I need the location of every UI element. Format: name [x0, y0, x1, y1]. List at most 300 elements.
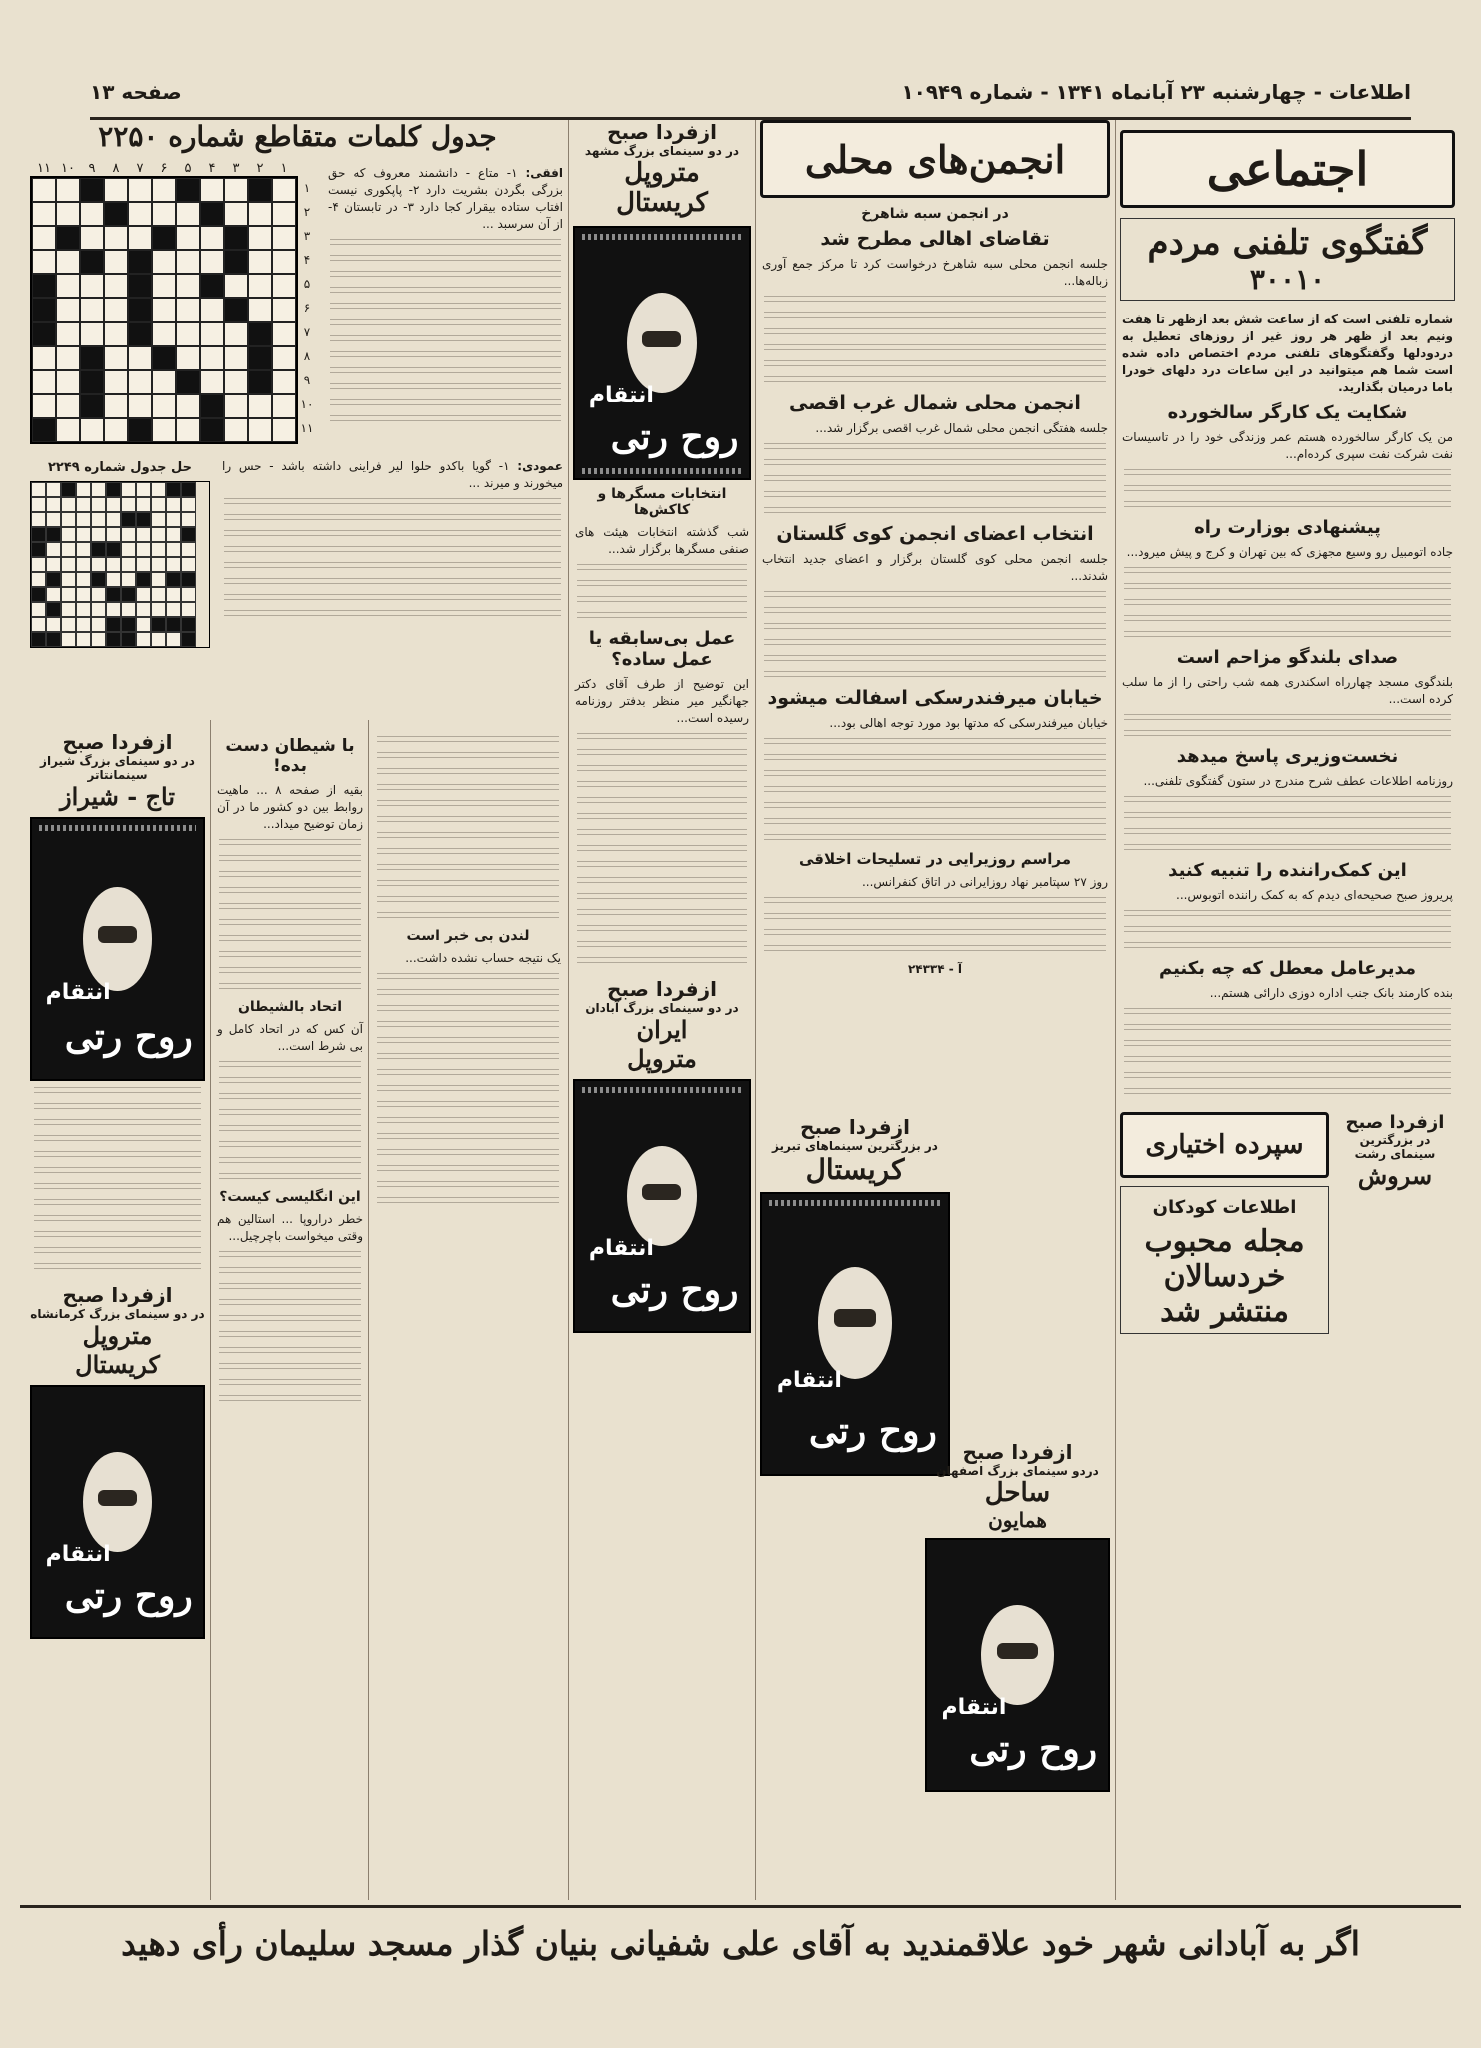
- solution-cell: [166, 557, 181, 572]
- grid-cell: [56, 346, 80, 370]
- grid-cell: [152, 226, 176, 250]
- grid-cell: [32, 274, 56, 298]
- solution-cell: [121, 632, 136, 647]
- phone-intro: شماره تلفنی است که از ساعت شش بعد ازظهر تا هفت ونیم بعد از ظهر هر روز غیر از روزهای تعطیل به دردودلها وگفتگوهای تلفنی مردم اختصاص داده شده است شما هم میتوانید در این ساعات درد دلهای خودرا باما درمیان بگذارید.: [1122, 312, 1453, 394]
- solution-cell: [91, 527, 106, 542]
- kids-line: خردسالان: [1163, 1259, 1286, 1294]
- issue-info: اطلاعات - چهارشنبه ۲۳ آبانماه ۱۳۴۱ - شماره ۱۰۹۴۹: [901, 80, 1411, 104]
- solution-cell: [76, 632, 91, 647]
- grid-cell: [32, 202, 56, 226]
- grid-cell: [224, 178, 248, 202]
- row-number: ۶: [303, 301, 311, 315]
- film-title: روح رتی: [610, 416, 739, 458]
- local-body: روز ۲۷ سپتامبر نهاد روزایرانی در اتاق کنفرانس...: [861, 875, 1108, 889]
- grid-cell: [80, 298, 104, 322]
- solution-cell: [106, 632, 121, 647]
- grid-cell: [200, 298, 224, 322]
- ad-morning: ازفردا صبح: [62, 730, 173, 754]
- footer-banner: اگر به آبادانی شهر خود علاقمندید به آقای علی شفیانی بنیان گذار مسجد سلیمان رأی دهید: [20, 1905, 1461, 1978]
- film-ad-image: [30, 817, 205, 1081]
- grid-cell: [128, 250, 152, 274]
- rasht-ad: [1335, 1112, 1455, 1412]
- solution-cell: [166, 632, 181, 647]
- kids-line: منتشر شد: [1160, 1294, 1289, 1329]
- column-rule: [368, 720, 369, 1900]
- page-number: صفحه ۱۳: [90, 80, 182, 104]
- ad-morning: ازفردا صبح: [1345, 1112, 1445, 1133]
- grid-cell: [176, 346, 200, 370]
- solution-cell: [61, 617, 76, 632]
- film-ad-image: [760, 1192, 950, 1476]
- solution-cell: [151, 617, 166, 632]
- solution-cell: [46, 512, 61, 527]
- article-heading: شکایت یک کارگر سالخورده: [1167, 402, 1408, 423]
- grid-cell: [32, 346, 56, 370]
- local-heading: تقاضای اهالی مطرح شد: [820, 228, 1050, 250]
- column-rule: [1115, 120, 1116, 1900]
- grid-cell: [104, 346, 128, 370]
- grid-cell: [152, 418, 176, 442]
- local-heading: عمل بی‌سابقه یا عمل ساده؟: [588, 628, 736, 670]
- grid-cell: [272, 202, 296, 226]
- solution-cell: [91, 482, 106, 497]
- solution-cell: [106, 617, 121, 632]
- solution-cell: [61, 602, 76, 617]
- ad-morning: ازفردا صبح: [607, 120, 717, 144]
- row-number: ۴: [303, 253, 311, 267]
- film-ad-image: [925, 1538, 1110, 1792]
- grid-cell: [248, 274, 272, 298]
- solution-cell: [121, 602, 136, 617]
- row-number: ۸: [303, 349, 311, 363]
- grid-cell: [152, 322, 176, 346]
- solution-cell: [181, 617, 196, 632]
- grid-cell: [272, 394, 296, 418]
- solution-block: [30, 454, 210, 648]
- ad-morning: ازفردا صبح: [962, 1440, 1073, 1464]
- ad-cinema: کریستال: [75, 1350, 160, 1379]
- local-body: شب گذشته انتخابات هیئت های صنفی مسگرها برگزار شد...: [575, 525, 749, 556]
- left-ads-column: [30, 730, 205, 1900]
- grid-cell: [128, 322, 152, 346]
- solution-cell: [181, 482, 196, 497]
- solution-cell: [106, 602, 121, 617]
- article-heading: با شیطان دست بده!: [225, 736, 355, 776]
- col-number: ۷: [136, 161, 144, 176]
- solution-cell: [106, 527, 121, 542]
- solution-cell: [151, 572, 166, 587]
- ad-cinema: کریستال: [805, 1153, 905, 1186]
- solution-cell: [121, 617, 136, 632]
- grid-cell: [104, 298, 128, 322]
- ad-morning: ازفردا صبح: [800, 1115, 910, 1139]
- film-title: روح رتی: [64, 1575, 193, 1617]
- grid-cell: [104, 418, 128, 442]
- solution-cell: [31, 497, 46, 512]
- grid-cell: [272, 226, 296, 250]
- solution-cell: [136, 557, 151, 572]
- solution-cell: [31, 512, 46, 527]
- article-column: [215, 730, 365, 1900]
- solution-cell: [166, 602, 181, 617]
- solution-cell: [61, 527, 76, 542]
- article-body: یک نتیجه حساب نشده داشت...: [405, 951, 561, 965]
- solution-cell: [181, 542, 196, 557]
- solution-cell: [46, 617, 61, 632]
- local-body: خیابان میرفندرسکی که مدتها بود مورد توجه اهالی بود...: [829, 716, 1108, 730]
- solution-cell: [61, 557, 76, 572]
- solution-cell: [91, 617, 106, 632]
- local-body: جلسه انجمن محلی کوی گلستان برگزار و اعضای جدید انتخاب شدند...: [762, 552, 1108, 583]
- social-masthead: اجتماعی: [1120, 130, 1455, 208]
- solution-cell: [91, 572, 106, 587]
- grid-cell: [152, 250, 176, 274]
- kids-line: مجله محبوب: [1144, 1224, 1305, 1259]
- solution-cell: [91, 512, 106, 527]
- ad-cinema: سروش: [1357, 1161, 1433, 1190]
- ad-cinema: تاج - شیراز: [59, 782, 175, 811]
- grid-cell: [272, 322, 296, 346]
- solution-cell: [46, 497, 61, 512]
- article-heading: لندن بی خبر است: [406, 928, 530, 944]
- grid-cell: [272, 178, 296, 202]
- solution-cell: [136, 617, 151, 632]
- local-heading: خیابان میرفندرسکی اسفالت میشود: [767, 687, 1103, 709]
- grid-cell: [152, 394, 176, 418]
- grid-cell: [272, 418, 296, 442]
- grid-cell: [56, 418, 80, 442]
- film-ad-image: [30, 1385, 205, 1639]
- column-rule: [755, 120, 756, 1900]
- solution-cell: [91, 587, 106, 602]
- article-heading: نخست‌وزیری پاسخ میدهد: [1176, 746, 1399, 767]
- film-title: انتقام: [45, 980, 111, 1006]
- solution-cell: [61, 572, 76, 587]
- solution-cell: [61, 587, 76, 602]
- row-number: ۷: [303, 325, 311, 339]
- solution-cell: [61, 497, 76, 512]
- grid-cell: [200, 370, 224, 394]
- solution-cell: [61, 512, 76, 527]
- article-body: روزنامه اطلاعات عطف شرح مندرج در ستون گفتگوی تلفنی...: [1143, 774, 1453, 788]
- solution-cell: [166, 512, 181, 527]
- grid-cell: [248, 298, 272, 322]
- grid-cell: [56, 274, 80, 298]
- grid-cell: [56, 322, 80, 346]
- grid-cell: [176, 418, 200, 442]
- solution-cell: [151, 497, 166, 512]
- solution-cell: [46, 542, 61, 557]
- solution-cell: [181, 602, 196, 617]
- grid-cell: [32, 250, 56, 274]
- local-body: این توضیح از طرف آقای دکتر جهانگیر میر منظر بدفتر روزنامه رسیده است...: [575, 677, 749, 725]
- grid-cell: [248, 418, 272, 442]
- col-number: ۲: [256, 161, 264, 176]
- grid-cell: [200, 322, 224, 346]
- grid-cell: [128, 298, 152, 322]
- solution-cell: [181, 587, 196, 602]
- row-number: ۱: [303, 181, 311, 195]
- film-title: روح رتی: [610, 1269, 739, 1311]
- grid-cell: [80, 178, 104, 202]
- grid-cell: [80, 418, 104, 442]
- tabriz-ad: [760, 1115, 950, 1476]
- article-column-2: [373, 730, 563, 1900]
- ad-place: در دو سینمای بزرگ آبادان: [585, 1001, 739, 1015]
- solution-cell: [136, 542, 151, 557]
- article-heading: مدیرعامل معطل که چه بکنیم: [1158, 958, 1417, 979]
- page-header: [90, 74, 1411, 110]
- grid-cell: [32, 394, 56, 418]
- crossword-title: جدول کلمات متقاطع شماره ۲۲۵۰: [98, 120, 497, 153]
- solution-cell: [136, 587, 151, 602]
- ad-cinema: ایران: [636, 1015, 688, 1044]
- crossword-section: [30, 120, 565, 720]
- solution-cell: [46, 557, 61, 572]
- ad-cinema: متروپل: [624, 158, 700, 188]
- grid-cell: [248, 178, 272, 202]
- grid-cell: [200, 250, 224, 274]
- local-body: جلسه انجمن محلی سبه شاهرخ درخواست کرد تا مرکز جمع آوری زباله‌ها...: [762, 257, 1108, 288]
- solution-cell: [151, 527, 166, 542]
- solution-cell: [76, 587, 91, 602]
- solution-cell: [151, 512, 166, 527]
- solution-cell: [106, 572, 121, 587]
- solution-cell: [181, 512, 196, 527]
- solution-cell: [181, 527, 196, 542]
- ad-morning: ازفردا صبح: [607, 977, 717, 1001]
- local-heading: در انجمن سبه شاهرخ: [861, 206, 1009, 222]
- row-number: ۳: [303, 229, 311, 243]
- solution-cell: [166, 587, 181, 602]
- col-number: ۹: [88, 161, 96, 176]
- grid-cell: [80, 250, 104, 274]
- solution-cell: [31, 632, 46, 647]
- solution-cell: [181, 497, 196, 512]
- grid-cell: [32, 370, 56, 394]
- column-numbers: [30, 161, 316, 176]
- clues-across-title: افقی:: [525, 166, 563, 180]
- article-body: آن کس که در اتحاد کامل و بی شرط است...: [217, 1022, 363, 1053]
- solution-cell: [136, 482, 151, 497]
- grid-cell: [224, 274, 248, 298]
- grid-cell: [152, 370, 176, 394]
- film-title: روح رتی: [64, 1016, 193, 1059]
- solution-cell: [136, 497, 151, 512]
- grid-cell: [32, 178, 56, 202]
- ad-cinema: همایون: [988, 1508, 1047, 1532]
- solution-cell: [136, 632, 151, 647]
- grid-cell: [248, 394, 272, 418]
- grid-cell: [80, 370, 104, 394]
- grid-cell: [224, 346, 248, 370]
- bottom-ads-right: [1120, 1112, 1455, 1412]
- article-heading: اتحاد بالشیطان: [237, 999, 343, 1015]
- grid-cell: [248, 202, 272, 226]
- article-body: خطر دراروپا ... استالین هم وقتی میخواست باچرچیل...: [217, 1212, 363, 1243]
- phone-talk-title: گفتگوی تلفنی مردم: [1147, 223, 1428, 263]
- grid-cell: [80, 394, 104, 418]
- grid-cell: [128, 274, 152, 298]
- col-number: ۶: [160, 161, 168, 176]
- grid-cell: [80, 202, 104, 226]
- phone-number: ۳۰۰۱۰: [1249, 263, 1326, 296]
- col-number: ۱۰: [61, 161, 75, 176]
- solution-cell: [181, 632, 196, 647]
- grid-cell: [248, 226, 272, 250]
- solution-cell: [46, 587, 61, 602]
- solution-cell: [31, 542, 46, 557]
- solution-cell: [166, 542, 181, 557]
- solution-cell: [106, 497, 121, 512]
- solution-cell: [106, 482, 121, 497]
- grid-cell: [248, 370, 272, 394]
- solution-cell: [31, 557, 46, 572]
- solution-cell: [76, 497, 91, 512]
- article-body: جاده اتومبیل رو وسیع مجهزی که بین تهران و کرج و پیش میرود...: [1126, 545, 1453, 559]
- solution-cell: [121, 497, 136, 512]
- row-number: ۱۰: [300, 397, 314, 411]
- solution-cell: [31, 617, 46, 632]
- solution-cell: [106, 557, 121, 572]
- col-number: ۸: [112, 161, 120, 176]
- solution-cell: [136, 572, 151, 587]
- solution-cell: [121, 482, 136, 497]
- clues-down-title: عمودی:: [517, 459, 563, 473]
- solution-cell: [31, 527, 46, 542]
- ad-place: در دو سینمای بزرگ شیراز: [40, 754, 195, 768]
- grid-cell: [272, 250, 296, 274]
- grid-cell: [32, 418, 56, 442]
- isfahan-ad: [925, 1440, 1110, 1792]
- row-numbers: [298, 176, 316, 444]
- grid-cell: [104, 226, 128, 250]
- ad-cinema: متروپل: [627, 1044, 697, 1073]
- crossword-grid: [30, 176, 298, 444]
- solution-cell: [121, 512, 136, 527]
- grid-cell: [248, 322, 272, 346]
- grid-cell: [104, 178, 128, 202]
- grid-cell: [56, 226, 80, 250]
- solution-cell: [91, 602, 106, 617]
- solution-cell: [121, 557, 136, 572]
- solution-cell: [181, 557, 196, 572]
- grid-cell: [128, 394, 152, 418]
- row-number: ۹: [303, 373, 311, 387]
- solution-cell: [121, 542, 136, 557]
- ad-cinema: سینمانتاتر: [87, 768, 148, 782]
- grid-cell: [104, 322, 128, 346]
- solution-cell: [61, 542, 76, 557]
- ad-cinema: کریستال: [616, 188, 708, 218]
- grid-cell: [176, 274, 200, 298]
- film-title: انتقام: [776, 1367, 842, 1393]
- grid-cell: [176, 394, 200, 418]
- grid-cell: [128, 178, 152, 202]
- grid-cell: [224, 226, 248, 250]
- solution-cell: [136, 602, 151, 617]
- solution-cell: [151, 632, 166, 647]
- article-body: پریروز صبح صحیحه‌ای دیدم که به کمک راننده اتوبوس...: [1176, 888, 1453, 902]
- grid-cell: [104, 202, 128, 226]
- grid-cell: [224, 250, 248, 274]
- grid-cell: [56, 370, 80, 394]
- crossword-clues: [326, 161, 565, 444]
- grid-cell: [128, 418, 152, 442]
- grid-cell: [32, 322, 56, 346]
- social-column: [1120, 120, 1455, 1900]
- solution-cell: [61, 482, 76, 497]
- article-body: بلندگوی مسجد چهارراه اسکندری همه شب راحتی را از ما سلب کرده است...: [1122, 675, 1453, 706]
- solution-cell: [76, 572, 91, 587]
- solution-cell: [151, 602, 166, 617]
- local-masthead: انجمن‌های محلی: [760, 120, 1110, 198]
- solution-cell: [76, 617, 91, 632]
- grid-cell: [224, 394, 248, 418]
- ads-column-a: [573, 120, 751, 1900]
- solution-cell: [151, 557, 166, 572]
- grid-cell: [56, 202, 80, 226]
- grid-cell: [176, 250, 200, 274]
- grid-cell: [176, 322, 200, 346]
- grid-cell: [104, 370, 128, 394]
- solution-cell: [106, 587, 121, 602]
- article-heading: پیشنهادی بوزارت راه: [1194, 517, 1381, 538]
- grid-cell: [80, 322, 104, 346]
- grid-cell: [224, 322, 248, 346]
- local-body: جلسه هفتگی انجمن محلی شمال غرب اقصی برگزار شد...: [815, 421, 1108, 435]
- solution-cell: [121, 527, 136, 542]
- col-number: ۵: [184, 161, 192, 176]
- film-title: انتقام: [941, 1695, 1007, 1720]
- grid-cell: [128, 346, 152, 370]
- col-number: ۱۱: [37, 161, 51, 176]
- solution-cell: [61, 632, 76, 647]
- solution-cell: [91, 632, 106, 647]
- ad-place: در بزرگترین سینماهای تبریز: [772, 1139, 938, 1153]
- solution-cell: [151, 587, 166, 602]
- grid-cell: [176, 226, 200, 250]
- solution-grid: [30, 481, 210, 648]
- grid-cell: [200, 346, 224, 370]
- grid-cell: [224, 202, 248, 226]
- grid-cell: [224, 370, 248, 394]
- crossword-grid-wrap: [30, 161, 316, 444]
- savings-ad: [1120, 1112, 1329, 1412]
- solution-cell: [91, 542, 106, 557]
- film-ad-image: [573, 1079, 751, 1333]
- solution-cell: [166, 572, 181, 587]
- local-heading: انجمن محلی شمال غرب اقصی: [789, 392, 1081, 414]
- film-ad-image: [573, 226, 751, 480]
- grid-cell: [176, 202, 200, 226]
- clues-down: ۱- گویا باکدو حلوا لیر فراینی داشته باشد - حس را میخورند و میرند ...: [222, 459, 563, 490]
- grid-cell: [104, 250, 128, 274]
- grid-cell: [152, 202, 176, 226]
- grid-cell: [104, 394, 128, 418]
- solution-cell: [31, 572, 46, 587]
- grid-cell: [128, 226, 152, 250]
- kids-title: اطلاعات کودکان: [1152, 1197, 1297, 1218]
- article-body: من یک کارگر سالخورده هستم عمر وزندگی خود را در تاسیسات نفت شرکت نفت سپری کرده‌ام...: [1122, 430, 1453, 461]
- solution-cell: [106, 542, 121, 557]
- grid-cell: [200, 226, 224, 250]
- grid-cell: [56, 178, 80, 202]
- solution-cell: [136, 527, 151, 542]
- grid-cell: [152, 346, 176, 370]
- ad-place: در دو سینمای بزرگ مشهد: [584, 144, 740, 158]
- grid-cell: [56, 250, 80, 274]
